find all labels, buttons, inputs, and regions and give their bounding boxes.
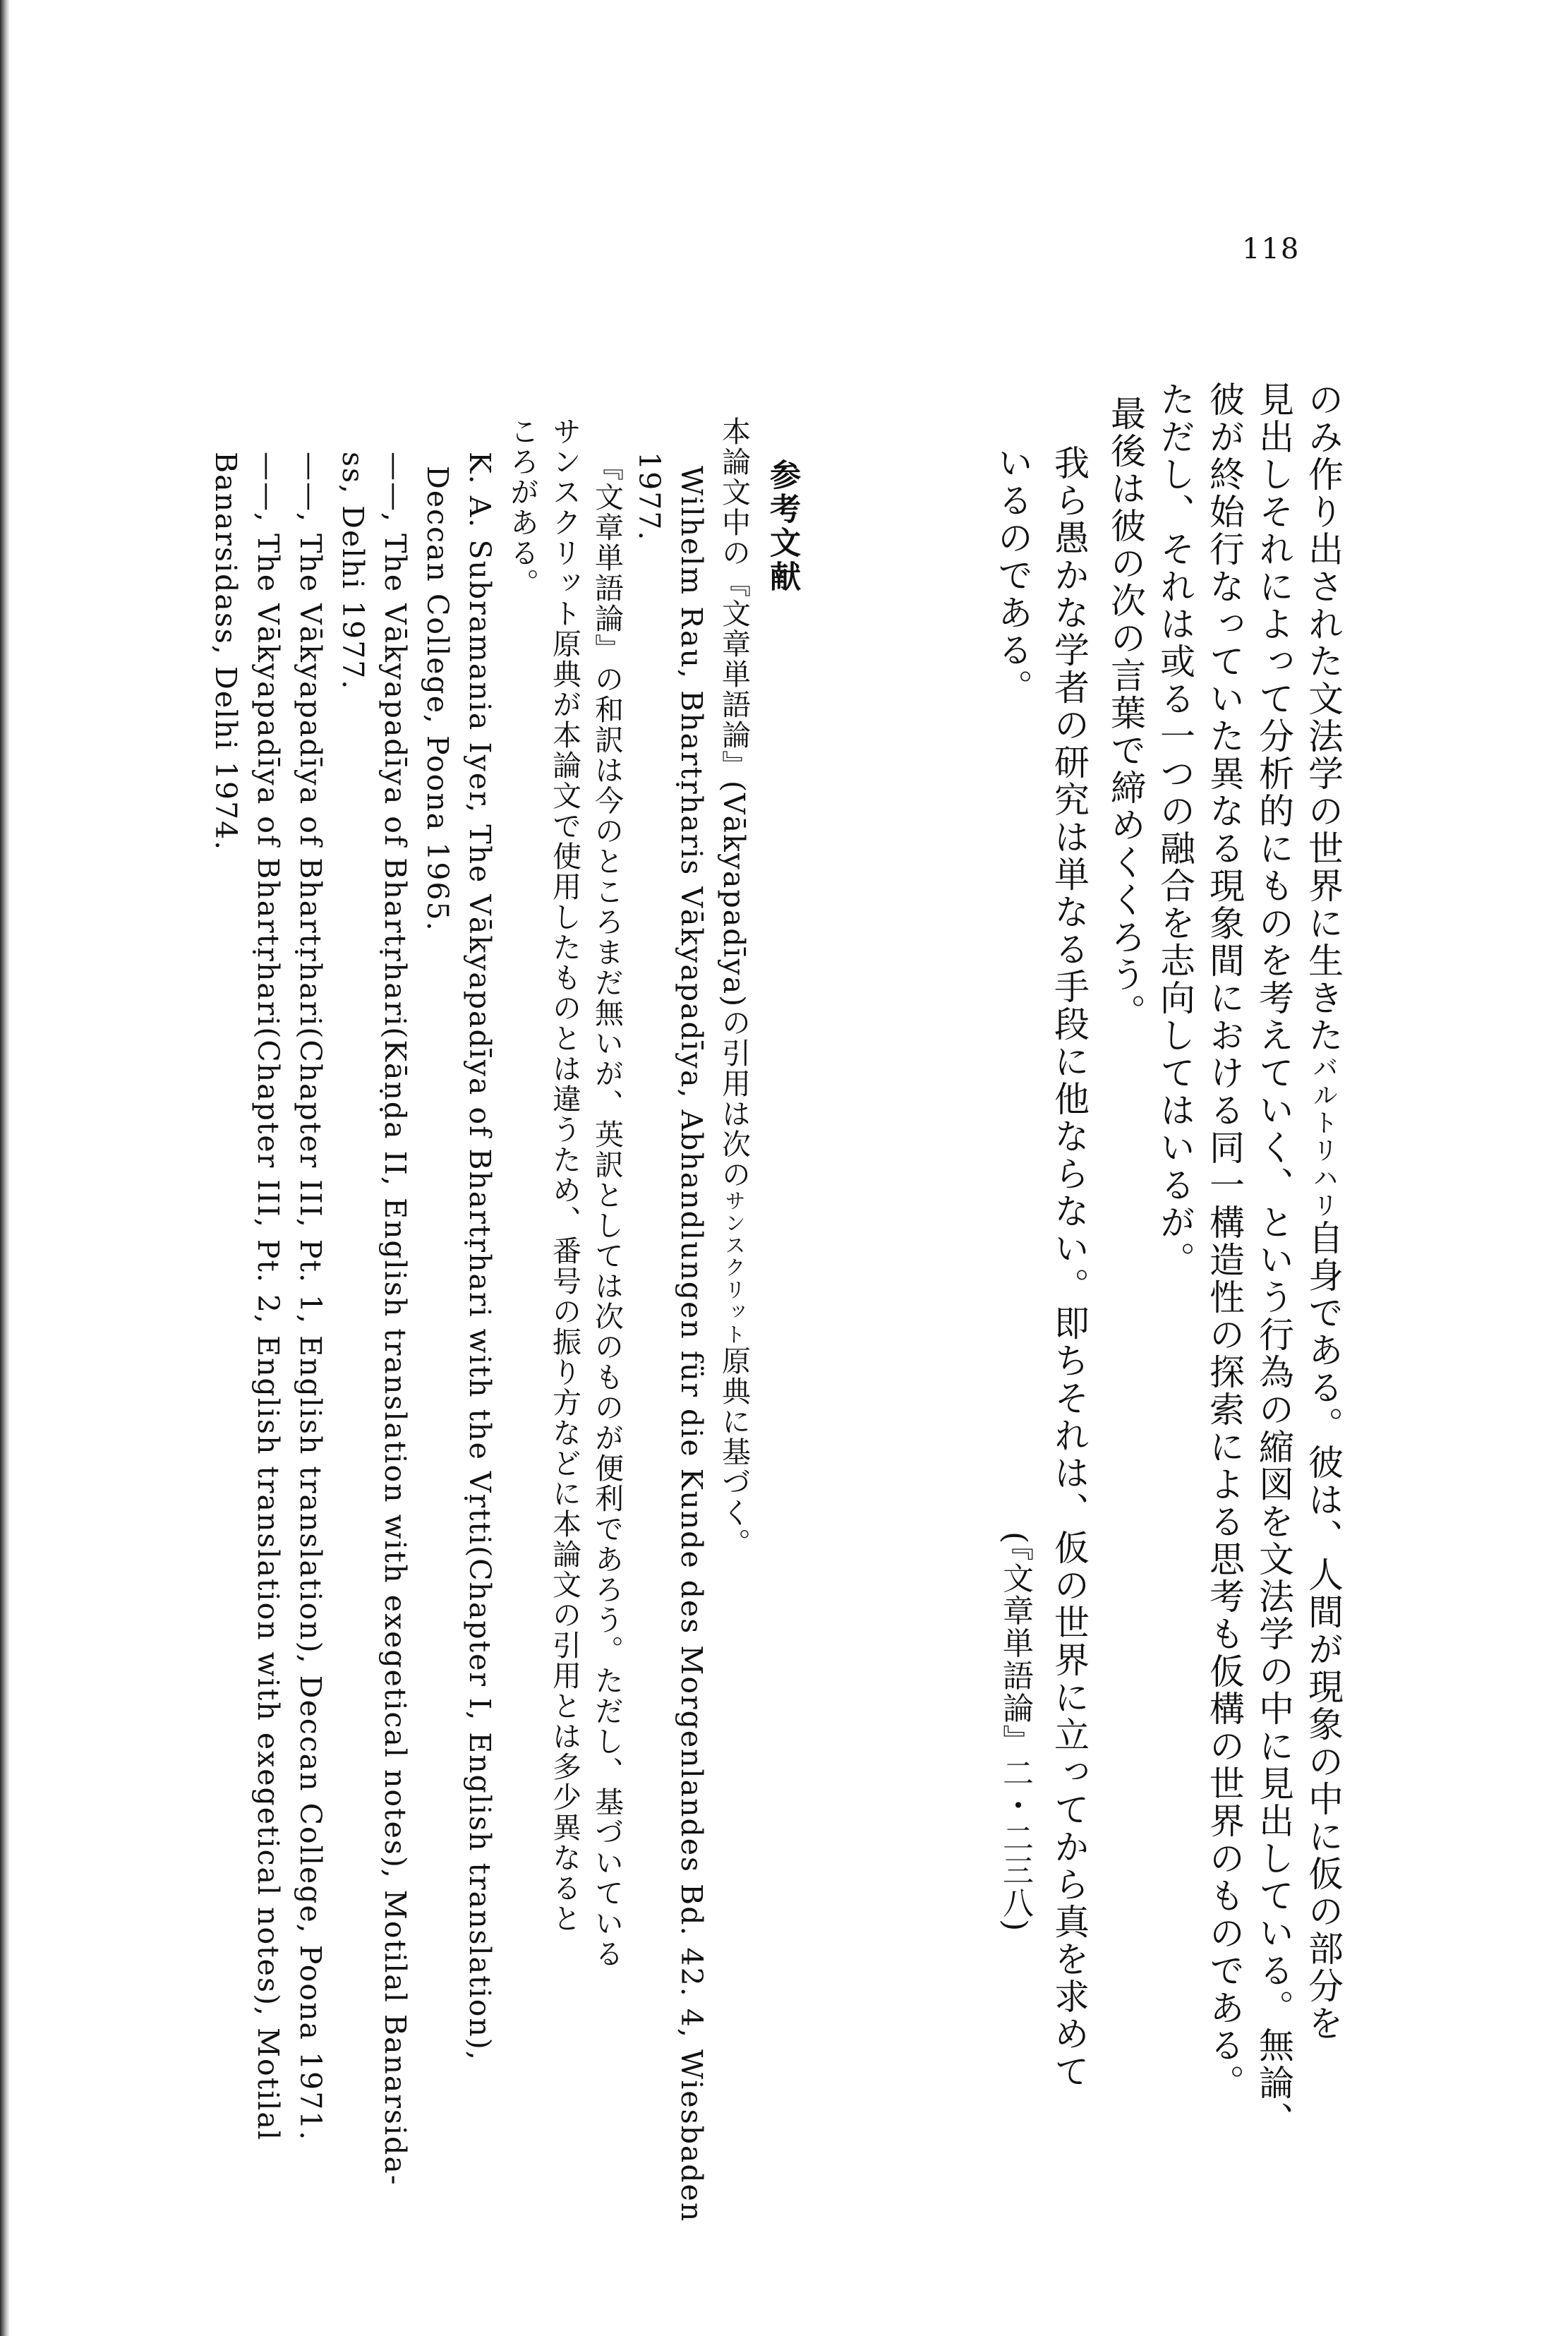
page-number: 118 [1242,233,1301,265]
body-line-3: 彼が終始行なっていた異なる現象間における同一構造性の探索による思考も仮構の世界のものである。 [1204,381,1245,2102]
body-line-5: 最後は彼の次の言葉で締めくくろう。 [1105,395,1146,1031]
reference-chapter-iii-pt2-publisher: Banarsidass, Delhi 1974. [209,452,243,852]
reference-rau: Wilhelm Rau, Bhartṛharis Vākyapadīya, Abhandlungen für die Kunde des Morgenlandes Bd. 42. 4, Wiesbaden [675,466,708,2223]
quote-line-2: いるのである。 [992,445,1033,706]
body-line-4: ただし、それは或る一つの融合を志向してはいるが。 [1154,381,1195,1279]
reference-chapter-iii-pt1: ——, The Vākyapadīya of Bhartṛhari(Chapter III, Pt. 1, English translation), Deccan College, Poona 1971. [294,452,327,2142]
reference-chapter-iii-pt2: ——, The Vākyapadīya of Bhartṛhari(Chapter III, Pt. 2, English translation with exegetical notes), Motilal [251,452,285,2141]
reference-iyer: K. A. Subramania Iyer, The Vākyapadīya of Bhartṛhari with the Vṛtti(Chapter I, English translation), [463,452,497,2061]
translation-note-2: サンスクリット原典が本論文で使用したものとは違うため、番号の振り方などに本論文の引用とは多少異なると [548,416,581,1934]
reference-kanda-ii: ——, The Vākyapadīya of Bhartṛhari(Kāṇḍa II, English translation with exegetical notes), Motilal Banarsida- [378,452,412,2186]
reference-kanda-ii-publisher: ss, Delhi 1977. [336,452,370,691]
reference-iyer-publisher: Deccan College, Poona 1965. [421,466,454,932]
quote-line-1: 我ら愚かな学者の研究は単なる手段に他ならない。即ちそれは、仮の世界に立ってから真を求めて [1049,445,1090,2090]
body-line-1: のみ作り出された文法学の世界に生きたバルトリハリ自身である。彼は、人間が現象の中に仮の部分を [1303,381,1344,2042]
translation-note-1: 『文章単語論』の和訳は今のところまだ無いが、英訳としては次のものが便利であろう。ただし、基づいている [590,452,624,1969]
body-line-2: 見出しそれによって分析的にものを考えていく、という行為の縮図を文法学の中に見出している。無論、 [1253,381,1294,2139]
page-edge-shadow [0,0,10,2336]
translation-note-3: ころがある。 [505,416,539,598]
references-intro: 本論文中の『文章単語論』(Vākyapadīya)の引用は次のサンスクリット原典に基づく。 [717,416,751,1558]
quote-citation: (『文章単語論』二・二三八) [997,1531,1033,1933]
reference-rau-year: 1977. [632,452,666,542]
references-heading: 参考文献 [764,459,800,594]
